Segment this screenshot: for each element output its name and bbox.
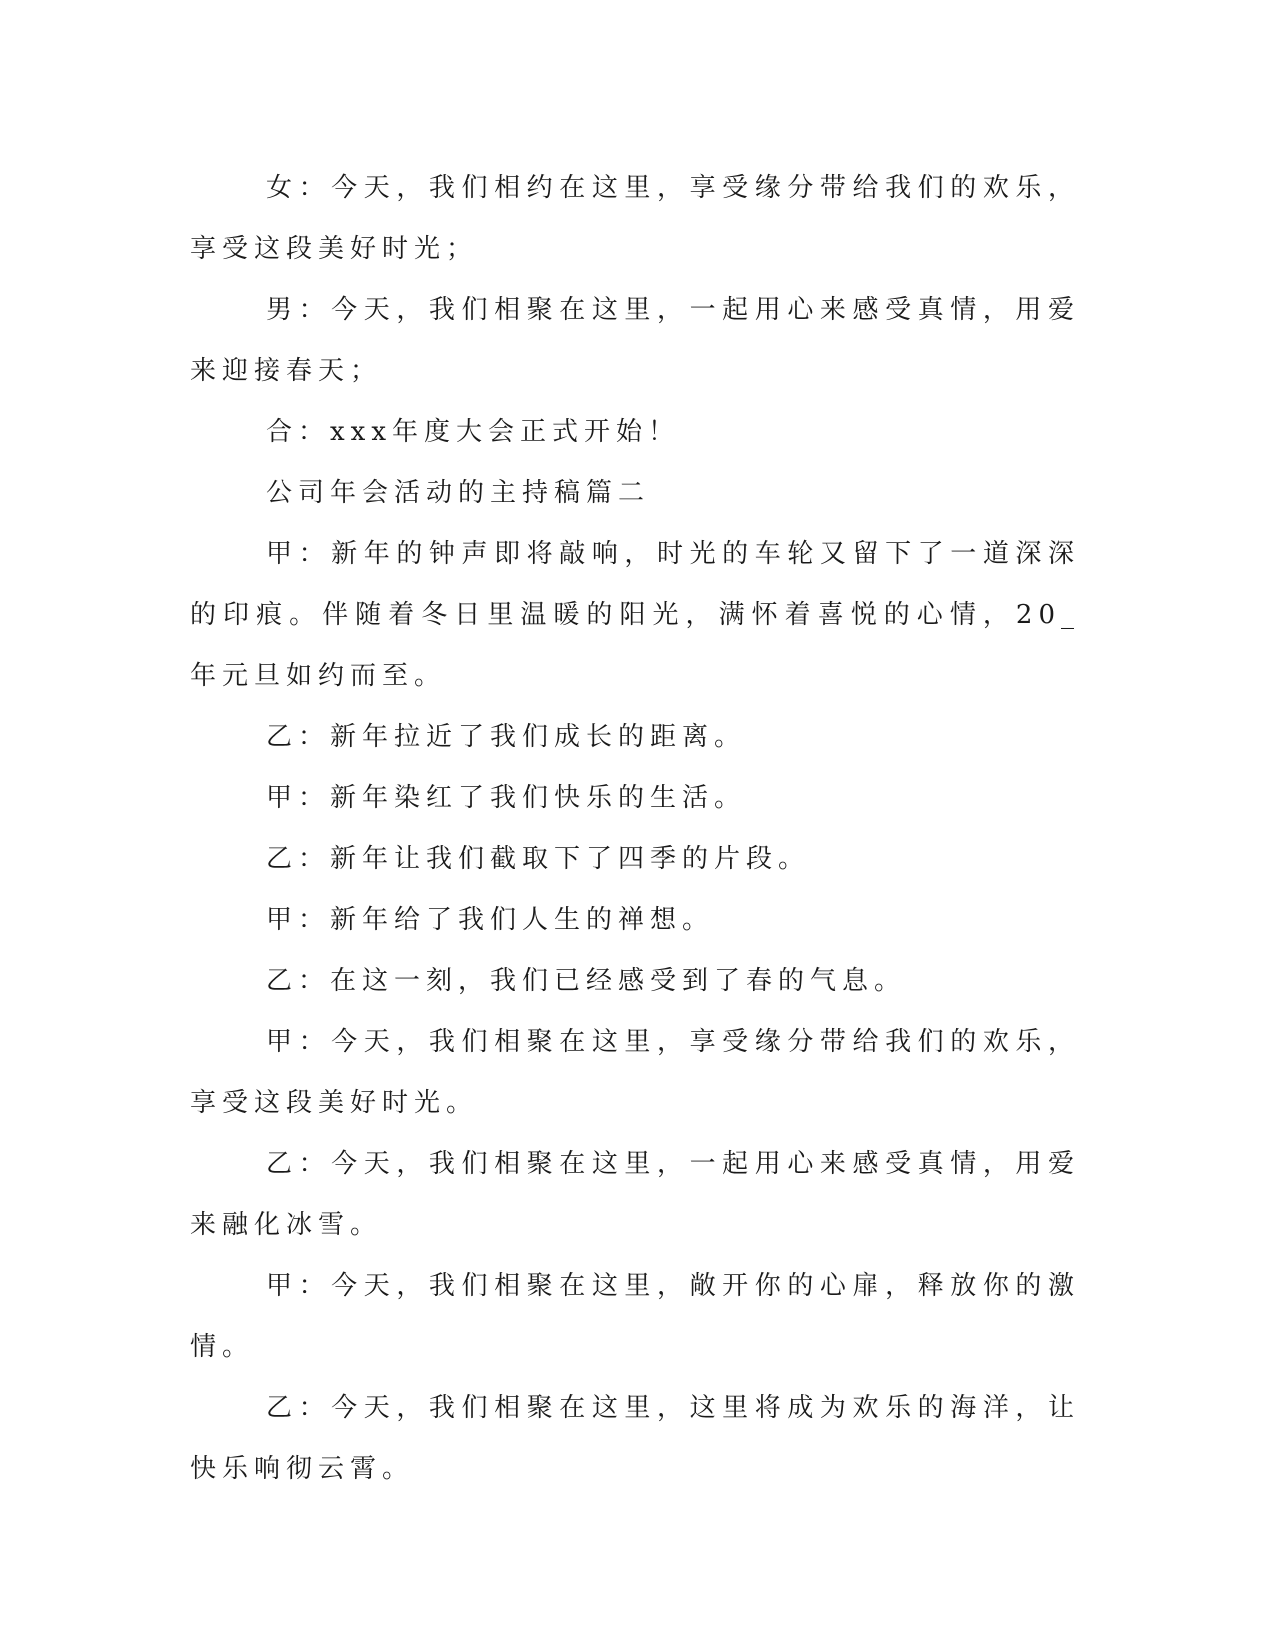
paragraph: 乙：在这一刻，我们已经感受到了春的气息。 <box>266 966 907 996</box>
paragraph: 甲：新年给了我们人生的禅想。 <box>266 905 715 935</box>
paragraph: 甲：今天，我们相聚在这里，享受缘分带给我们的欢乐，享受这段美好时光。 <box>190 1027 1080 1118</box>
paragraph: 甲：今天，我们相聚在这里，敞开你的心扉，释放你的激情。 <box>190 1271 1080 1362</box>
section-heading: 公司年会活动的主持稿篇二 <box>266 478 651 508</box>
paragraph: 乙：新年让我们截取下了四季的片段。 <box>266 844 811 874</box>
paragraph: 乙：今天，我们相聚在这里，这里将成为欢乐的海洋，让快乐响彻云霄。 <box>190 1393 1080 1484</box>
paragraph: 乙：今天，我们相聚在这里，一起用心来感受真情，用爱来融化冰雪。 <box>190 1149 1080 1240</box>
paragraph: 合：xxx年度大会正式开始！ <box>266 417 680 447</box>
paragraph: 女：今天，我们相约在这里，享受缘分带给我们的欢乐，享受这段美好时光； <box>190 173 1080 264</box>
paragraph: 甲：新年的钟声即将敲响，时光的车轮又留下了一道深深的印痕。伴随着冬日里温暖的阳光，满怀着喜悦的心情，20_年元旦如约而至。 <box>190 539 1080 691</box>
paragraph: 男：今天，我们相聚在这里，一起用心来感受真情，用爱来迎接春天； <box>190 295 1080 386</box>
paragraph: 乙：新年拉近了我们成长的距离。 <box>266 722 747 752</box>
paragraph: 甲：新年染红了我们快乐的生活。 <box>266 783 747 813</box>
document-body <box>190 158 1080 1500</box>
